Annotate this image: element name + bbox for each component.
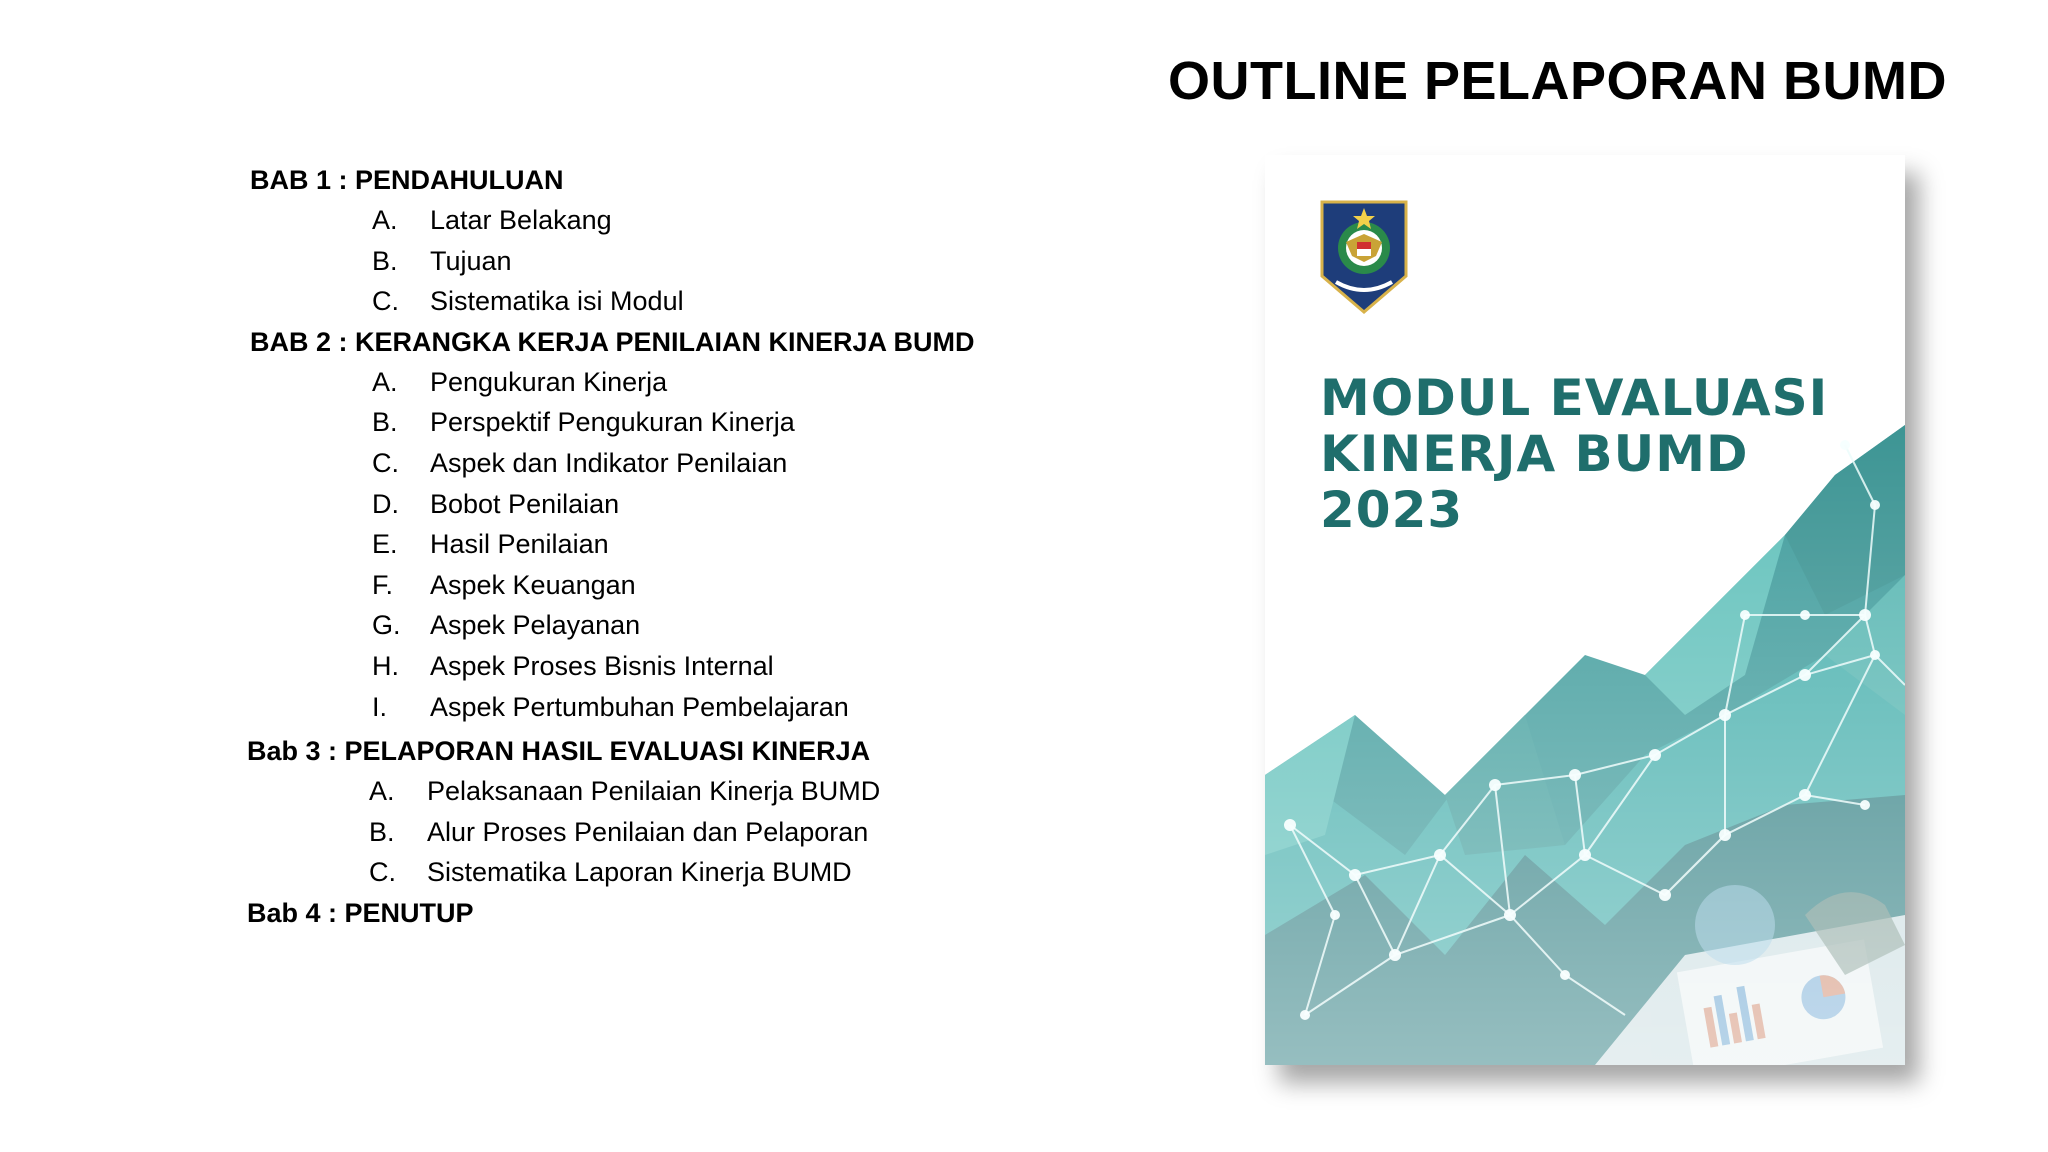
garuda-emblem-icon (1318, 198, 1410, 316)
item-text: Aspek dan Indikator Penilaian (430, 447, 788, 478)
item-letter: B. (372, 407, 398, 438)
item-text: Aspek Pelayanan (430, 610, 641, 641)
outline-item (250, 524, 1230, 565)
item-text: Aspek Keuangan (430, 569, 636, 600)
cover-title-line: KINERJA BUMD (1320, 425, 1749, 483)
item-text: Hasil Penilaian (430, 529, 609, 560)
item-text: Perspektif Pengukuran Kinerja (430, 407, 795, 438)
item-letter: E. (372, 529, 398, 560)
chapter-heading: BAB 1 : PENDAHULUAN (250, 165, 564, 195)
item-letter: I. (372, 691, 388, 722)
outline-item (250, 281, 1230, 322)
outline-item (250, 605, 1230, 646)
item-letter: D. (372, 488, 399, 519)
outline-item (250, 852, 1230, 893)
outline-item (250, 812, 1230, 853)
item-text: Latar Belakang (430, 205, 612, 235)
item-text: Bobot Penilaian (430, 488, 620, 519)
item-letter: H. (372, 650, 399, 681)
book-cover (1265, 155, 1905, 1065)
item-letter: C. (372, 447, 399, 478)
item-text: Tujuan (430, 245, 512, 276)
item-letter: C. (372, 286, 399, 317)
outline-item (250, 200, 1230, 241)
item-letter: B. (372, 245, 398, 276)
item-text: Aspek Proses Bisnis Internal (430, 650, 774, 681)
item-text: Alur Proses Penilaian dan Pelaporan (427, 816, 869, 847)
item-letter: C. (369, 857, 396, 888)
item-letter: B. (369, 816, 395, 847)
item-letter: A. (369, 776, 395, 807)
outline-item (250, 484, 1230, 525)
item-letter: F. (372, 569, 394, 600)
item-letter: A. (372, 366, 398, 397)
outline-list (247, 160, 1230, 933)
cover-title-line: MODUL EVALUASI (1320, 369, 1829, 427)
item-text: Sistematika isi Modul (430, 286, 684, 317)
outline-item (250, 241, 1230, 282)
chapter-heading: BAB 2 : KERANGKA KERJA PENILAIAN KINERJA BUMD (250, 326, 975, 357)
chapter-heading: Bab 3 : PELAPORAN HASIL EVALUASI KINERJA (247, 736, 871, 767)
item-text: Sistematika Laporan Kinerja BUMD (427, 857, 852, 888)
outline-item (250, 565, 1230, 606)
item-text: Pengukuran Kinerja (430, 366, 668, 397)
outline-item (250, 771, 1230, 812)
outline-item (250, 687, 1230, 728)
cover-title (1320, 370, 1828, 538)
outline-item (250, 402, 1230, 443)
outline-item (250, 646, 1230, 687)
item-text: Pelaksanaan Penilaian Kinerja BUMD (427, 776, 881, 807)
item-letter: G. (372, 610, 401, 641)
outline-item (250, 443, 1230, 484)
item-letter: A. (372, 205, 398, 235)
outline-item (250, 362, 1230, 403)
chapter-heading: Bab 4 : PENUTUP (247, 897, 474, 928)
slide-title: OUTLINE PELAPORAN BUMD (1168, 51, 1947, 111)
item-text: Aspek Pertumbuhan Pembelajaran (430, 691, 849, 722)
cover-title-line: 2023 (1320, 481, 1464, 539)
